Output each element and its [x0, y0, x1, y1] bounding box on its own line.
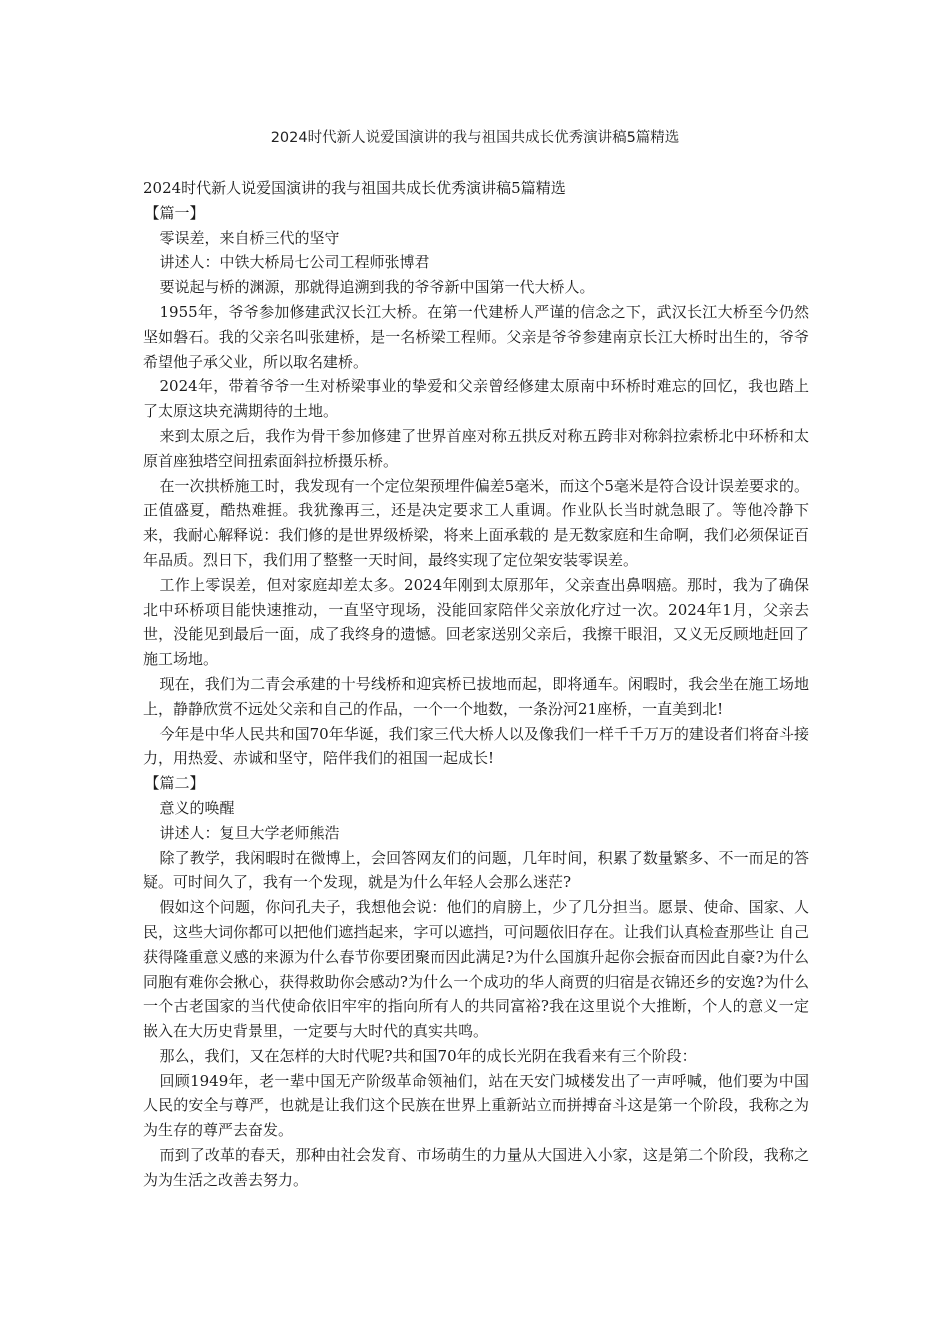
paragraph: 假如这个问题，你问孔夫子，我想他会说：他们的肩膀上，少了几分担当。愿景、使命、国家、人民，这些大词你都可以把他们遮挡起来，字可以遮挡，可问题依旧存在。让我们认真检查那些让 自己获得隆重意义感的来源为什么春节你要团聚而因此满足?为什么国旗升起你会振奋而因此自豪?为什么同胞有难你会揪心，获得救助你会感动?为什么一个成功的华人商贾的归宿是衣锦还乡的安逸?为什么一个古老国家的当代使命依旧牢牢的指向所有人的共同富裕?我在这里说个大推断，个人的意义一定嵌入在大历史背景里，一定要与大时代的真实共鸣。 [143, 898, 809, 1041]
paragraph: 要说起与桥的渊源，那就得追溯到我的爷爷新中国第一代大桥人。 [159, 278, 595, 297]
speaker-line-2: 讲述人：复旦大学老师熊浩 [159, 823, 340, 842]
section-heading-2: 【篇二】 [144, 774, 205, 793]
document-title: 2024时代新人说爱国演讲的我与祖国共成长优秀演讲稿5篇精选 [270, 130, 680, 146]
speech-title-2: 意义的唤醒 [159, 798, 235, 817]
paragraph: 2024年，带着爷爷一生对桥梁事业的挚爱和父亲曾经修建太原南中环桥时难忘的回忆，我也踏上了太原这块充满期待的土地。 [143, 377, 809, 421]
paragraph: 今年是中华人民共和国70年华诞，我们家三代大桥人以及像我们一样千千万万的建设者们将奋斗接力，用热爱、赤诚和坚守，陪伴我们的祖国一起成长! [143, 724, 809, 768]
section-heading-1: 【篇一】 [144, 203, 205, 222]
paragraph: 回顾1949年，老一辈中国无产阶级革命领袖们，站在天安门城楼发出了一声呼喊，他们要为中国人民的安全与尊严，也就是让我们这个民族在世界上重新站立而拼搏奋斗这是第一个阶段，我称之为为生存的尊严去奋发。 [143, 1071, 809, 1140]
paragraph: 1955年，爷爷参加修建武汉长江大桥。在第一代建桥人严谨的信念之下，武汉长江大桥至今仍然坚如磐石。我的父亲名叫张建桥，是一名桥梁工程师。父亲是爷爷参建南京长江大桥时出生的，爷爷希望他子承父业，所以取名建桥。 [143, 302, 809, 371]
speaker-line-1: 讲述人：中铁大桥局七公司工程师张博君 [159, 253, 430, 272]
paragraph: 那么，我们，又在怎样的大时代呢?共和国70年的成长光阴在我看来有三个阶段： [159, 1046, 697, 1065]
paragraph: 除了教学，我闲暇时在微博上，会回答网友们的问题，几年时间，积累了数量繁多、不一而足的答疑。可时间久了，我有一个发现，就是为什么年轻人会那么迷茫? [143, 848, 809, 892]
speech-title-1: 零误差，来自桥三代的坚守 [159, 228, 340, 247]
paragraph: 来到太原之后，我作为骨干参加修建了世界首座对称五拱反对称五跨非对称斜拉索桥北中环桥和太原首座独塔空间扭索面斜拉桥摄乐桥。 [143, 426, 809, 470]
paragraph: 工作上零误差，但对家庭却差太多。2024年刚到太原那年，父亲查出鼻咽癌。那时，我为了确保北中环桥项目能快速推动，一直坚守现场，没能回家陪伴父亲放化疗过一次。2024年1月，父亲去世，没能见到最后一面，成了我终身的遗憾。回老家送别父亲后，我擦干眼泪，又义无反顾地赶回了施工场地。 [143, 575, 809, 669]
paragraph: 而到了改革的春天，那种由社会发育、市场萌生的力量从大国进入小家，这是第二个阶段，我称之为为生活之改善去努力。 [143, 1146, 809, 1189]
document-body [143, 176, 809, 1193]
paragraph: 在一次拱桥施工时，我发现有一个定位架预埋件偏差5毫米，而这个5毫米是符合设计误差要求的。正值盛夏，酷热难捱。我犹豫再三，还是决定要求工人重调。作业队长当时就急眼了。等他冷静下来，我耐心解释说：我们修的是世界级桥梁，将来上面承载的 是无数家庭和生命啊，我们必须保证百年品质。烈日下，我们用了整整一天时间，最终实现了定位架安装零误差。 [143, 476, 809, 569]
paragraph: 现在，我们为二青会承建的十号线桥和迎宾桥已拔地而起，即将通车。闲暇时，我会坐在施工场地上，静静欣赏不远处父亲和自己的作品，一个一个地数，一条汾河21座桥，一直美到北! [143, 674, 809, 718]
document-subtitle: 2024时代新人说爱国演讲的我与祖国共成长优秀演讲稿5篇精选 [143, 179, 566, 197]
